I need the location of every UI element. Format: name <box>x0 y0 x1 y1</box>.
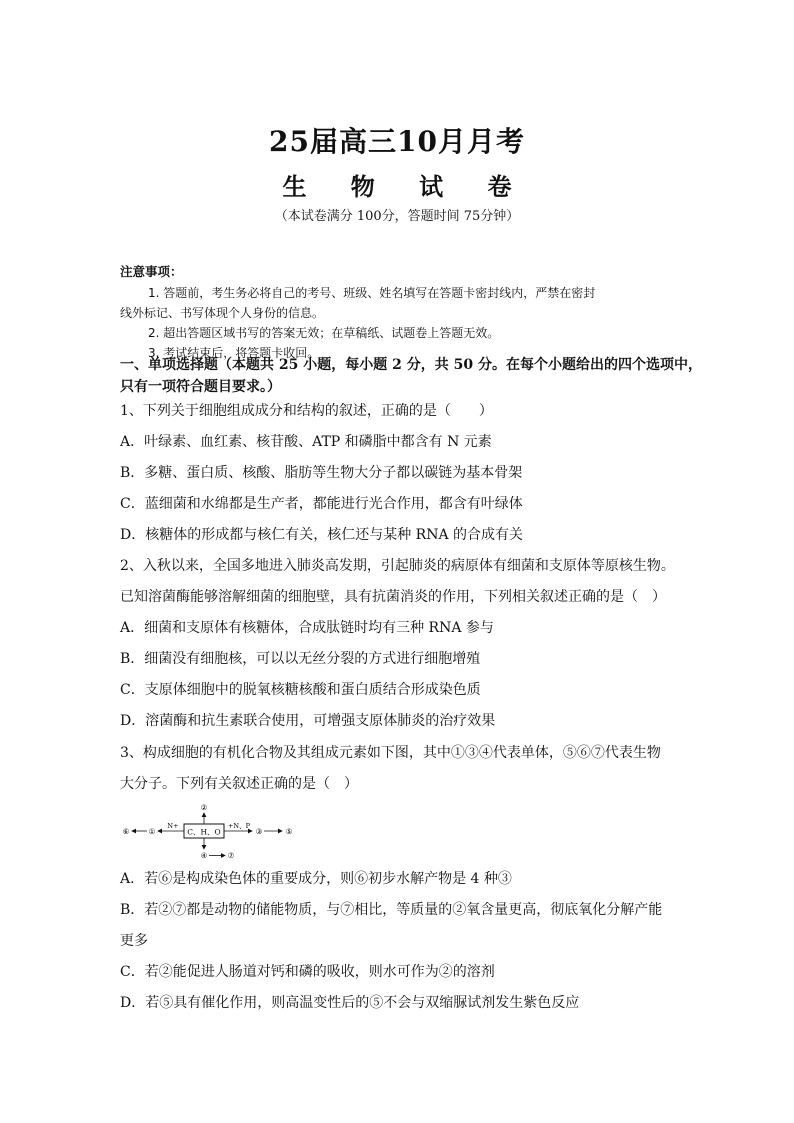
option-d: D．核糖体的形成都与核仁有关，核仁还与某种 RNA 的合成有关 <box>120 527 524 543</box>
notes-item: 3. 考试结束后，将答题卡收回。 <box>148 346 320 360</box>
node-1: ① <box>148 827 156 836</box>
exam-meta: （本试卷满分 100分，答题时间 75分钟） <box>274 209 520 224</box>
section-line: 一、单项选择题（本题共 25 小题，每小题 2 分，共 50 分。在每个小题给出的四个选项中， <box>120 357 702 373</box>
option-a: A．叶绿素、血红素、核苷酸、ATP 和磷脂中都含有 N 元素 <box>120 434 492 450</box>
option-d: D．溶菌酶和抗生素联合使用，可增强支原体肺炎的治疗效果 <box>120 713 496 729</box>
subject-title: 生 物 试 卷 <box>282 172 530 201</box>
option-b: B．若②⑦都是动物的储能物质，与⑦相比，等质量的②氧含量更高，彻底氧化分解产能 <box>120 902 663 918</box>
option-a: A．若⑥是构成染色体的重要成分，则⑥初步水解产物是 4 种③ <box>120 871 512 887</box>
node-7: ⑦ <box>227 851 235 860</box>
question-stem: 已知溶菌酶能够溶解细菌的细胞壁，具有抗菌消炎的作用，下列相关叙述正确的是（ ） <box>120 589 666 605</box>
node-3: ③ <box>255 827 263 836</box>
notes-item: 线外标记、书写体现个人身份的信息。 <box>120 306 325 320</box>
option-c: C．支原体细胞中的脱氧核糖核酸和蛋白质结合形成染色质 <box>120 682 481 698</box>
section-heading <box>120 354 702 398</box>
question-stem: 3、构成细胞的有机化合物及其组成元素如下图，其中①③④代表单体，⑤⑥⑦代表生物 <box>120 745 661 761</box>
right-label: +N、P <box>227 822 251 830</box>
notes-item: 1. 答题前，考生务必将自己的考号、班级、姓名填写在答题卡密封线内，严禁在密封 <box>148 286 596 300</box>
option-b-cont: 更多 <box>120 933 148 949</box>
question-stem: 大分子。下列有关叙述正确的是（ ） <box>120 776 358 792</box>
exam-title: 25届高三10月月考 <box>269 125 525 158</box>
option-b: B．多糖、蛋白质、核酸、脂肪等生物大分子都以碳链为基本骨架 <box>120 465 523 481</box>
question-stem: 1、下列关于细胞组成成分和结构的叙述，正确的是（ ） <box>120 403 493 419</box>
node-6: ⑥ <box>122 827 130 836</box>
node-4: ④ <box>200 851 208 860</box>
notes-block <box>120 262 680 363</box>
question-2 <box>120 551 690 737</box>
question-stem: 2、入秋以来，全国多地进入肺炎高发期，引起肺炎的病原体有细菌和支原体等原核生物。 <box>120 558 675 574</box>
left-label: N+ <box>167 822 179 830</box>
notes-item: 2. 超出答题区域书写的答案无效；在草稿纸、试题卷上答题无效。 <box>148 326 500 340</box>
node-5: ⑤ <box>285 827 293 836</box>
question-1 <box>120 396 690 551</box>
option-c: C．蓝细菌和水绵都是生产者，都能进行光合作用，都含有叶绿体 <box>120 496 523 512</box>
compound-diagram <box>118 802 318 864</box>
option-c: C．若②能促进人肠道对钙和磷的吸收，则水可作为②的溶剂 <box>120 964 495 980</box>
node-2: ② <box>200 803 208 812</box>
section-line: 只有一项符合题目要求。） <box>120 379 281 395</box>
question-3-options <box>120 864 690 1019</box>
option-b: B．细菌没有细胞核，可以以无丝分裂的方式进行细胞增殖 <box>120 651 481 667</box>
notes-heading: 注意事项： <box>120 264 183 279</box>
option-a: A．细菌和支原体有核糖体，合成肽链时均有三种 RNA 参与 <box>120 620 494 636</box>
center-label: C、H、O <box>187 827 221 837</box>
question-3-stem <box>120 738 690 800</box>
option-d: D．若⑤具有催化作用，则高温变性后的⑤不会与双缩脲试剂发生紫色反应 <box>120 995 580 1011</box>
